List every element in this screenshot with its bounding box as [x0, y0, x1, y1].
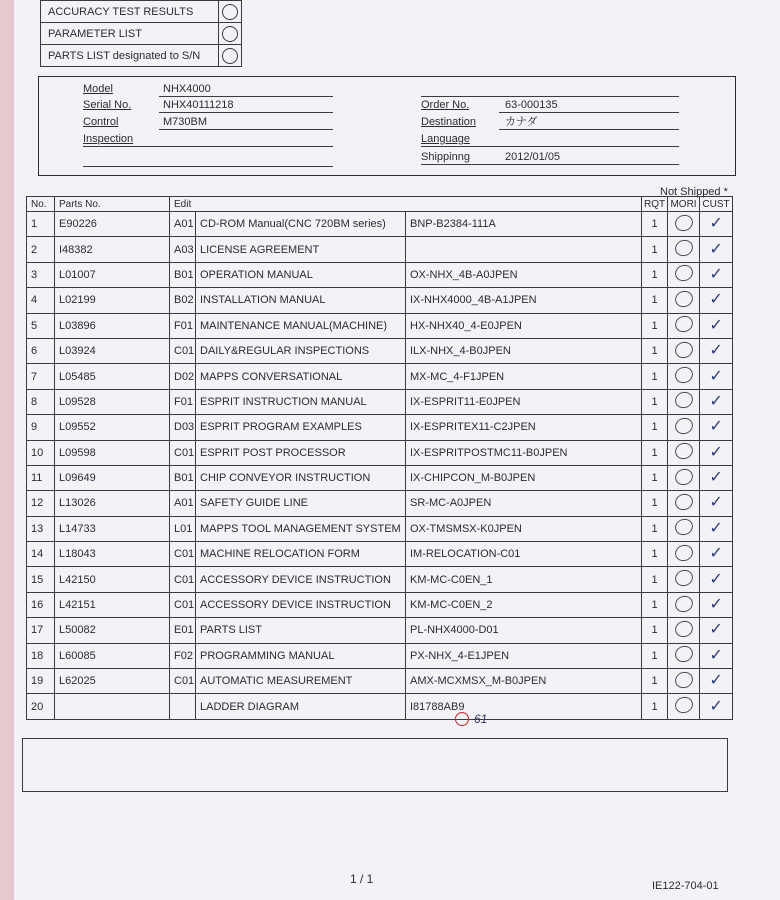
blank-field: [83, 151, 333, 167]
cell-doc-no: [406, 237, 642, 262]
circle-mark-icon: [672, 364, 694, 385]
cell-title: MAPPS CONVERSATIONAL: [196, 364, 406, 389]
cell-no: 17: [27, 618, 55, 643]
checkmark-icon: ✓: [709, 519, 723, 537]
cell-parts-no: L50082: [55, 618, 170, 643]
cell-rqt: 1: [642, 288, 668, 313]
cell-edit: B01: [170, 465, 196, 490]
language-field: [421, 131, 679, 147]
checkmark-icon: ✓: [709, 646, 723, 664]
cell-title: INSTALLATION MANUAL: [196, 288, 406, 313]
cell-doc-no: IX-ESPRIT11-E0JPEN: [406, 389, 642, 414]
cell-parts-no: L03924: [55, 338, 170, 363]
header-edit: Edit: [170, 197, 642, 212]
cell-parts-no: L62025: [55, 669, 170, 694]
cell-parts-no: L60085: [55, 643, 170, 668]
cell-parts-no: L18043: [55, 542, 170, 567]
cell-edit: C01: [170, 338, 196, 363]
cell-doc-no: IX-CHIPCON_M-B0JPEN: [406, 465, 642, 490]
red-stamp-icon: [455, 712, 469, 726]
cell-edit: B02: [170, 288, 196, 313]
cell-rqt: 1: [642, 516, 668, 541]
cell-no: 2: [27, 237, 55, 262]
cell-no: 6: [27, 338, 55, 363]
destination-label: Destination: [421, 116, 477, 128]
checkmark-icon: ✓: [709, 570, 723, 588]
checkmark-icon: ✓: [709, 596, 723, 614]
table-row: [27, 237, 733, 262]
blank-field-right: [421, 81, 679, 97]
checkmark-icon: ✓: [709, 215, 723, 233]
cell-no: 11: [27, 465, 55, 490]
header-parts-no: Parts No.: [55, 197, 170, 212]
cell-parts-no: L42150: [55, 567, 170, 592]
checkmark-icon: ✓: [709, 621, 723, 639]
cell-title: CHIP CONVEYOR INSTRUCTION: [196, 465, 406, 490]
checkmark-icon: ✓: [709, 469, 723, 487]
cell-title: DAILY&REGULAR INSPECTIONS: [196, 338, 406, 363]
cell-title: LADDER DIAGRAM: [196, 694, 406, 719]
checkmark-icon: ✓: [709, 316, 723, 334]
cell-title: CD-ROM Manual(CNC 720BM series): [196, 212, 406, 237]
cell-edit: C01: [170, 567, 196, 592]
order-field: [421, 97, 679, 113]
cell-rqt: 1: [642, 415, 668, 440]
cell-no: 15: [27, 567, 55, 592]
cell-title: ACCESSORY DEVICE INSTRUCTION: [196, 567, 406, 592]
circle-mark-icon: [672, 339, 694, 360]
cell-edit: B01: [170, 262, 196, 287]
circle-mark-icon: [672, 517, 694, 538]
table-row: [27, 389, 733, 414]
cell-edit: F01: [170, 389, 196, 414]
cell-doc-no: MX-MC_4-F1JPEN: [406, 364, 642, 389]
language-label: Language: [421, 133, 470, 145]
serial-field: [83, 97, 333, 113]
notes-box: [22, 738, 728, 792]
cell-edit: D02: [170, 364, 196, 389]
cell-edit: A01: [170, 212, 196, 237]
cell-doc-no: AMX-MCXMSX_M-B0JPEN: [406, 669, 642, 694]
cell-parts-no: [55, 694, 170, 719]
table-row: [27, 542, 733, 567]
cell-edit: C01: [170, 669, 196, 694]
checklist-label: PARAMETER LIST: [41, 23, 219, 45]
cell-rqt: 1: [642, 364, 668, 389]
table-row: [27, 338, 733, 363]
cell-edit: A03: [170, 237, 196, 262]
page-number: 1 / 1: [350, 872, 374, 886]
cell-doc-no: KM-MC-C0EN_2: [406, 592, 642, 617]
cell-no: 3: [27, 262, 55, 287]
checklist-row: [41, 1, 242, 23]
cell-parts-no: L42151: [55, 592, 170, 617]
table-row: [27, 288, 733, 313]
cell-no: 10: [27, 440, 55, 465]
header-cust: CUST: [700, 197, 733, 212]
model-value: NHX4000: [163, 83, 211, 95]
circle-mark-icon: [672, 644, 694, 665]
cell-no: 13: [27, 516, 55, 541]
order-value: 63-000135: [505, 99, 558, 111]
cell-rqt: 1: [642, 542, 668, 567]
circle-mark-icon: [672, 669, 694, 690]
cell-title: ESPRIT INSTRUCTION MANUAL: [196, 389, 406, 414]
cell-no: 7: [27, 364, 55, 389]
shipping-field: [421, 149, 679, 165]
cell-rqt: 1: [642, 440, 668, 465]
cell-no: 9: [27, 415, 55, 440]
control-field: [83, 114, 333, 130]
cell-edit: F02: [170, 643, 196, 668]
cell-no: 1: [27, 212, 55, 237]
cell-parts-no: L09528: [55, 389, 170, 414]
circle-mark-icon: [222, 26, 238, 42]
order-label: Order No.: [421, 99, 470, 111]
header-no: No.: [27, 197, 55, 212]
cell-title: MAPPS TOOL MANAGEMENT SYSTEM: [196, 516, 406, 541]
cell-edit: A01: [170, 491, 196, 516]
cell-doc-no: IX-NHX4000_4B-A1JPEN: [406, 288, 642, 313]
parts-table: [26, 196, 733, 720]
table-row: [27, 643, 733, 668]
cell-rqt: 1: [642, 237, 668, 262]
cell-edit: E01: [170, 618, 196, 643]
checkmark-icon: ✓: [709, 265, 723, 283]
checkmark-icon: ✓: [709, 367, 723, 385]
table-row: [27, 262, 733, 287]
cell-doc-no: SR-MC-A0JPEN: [406, 491, 642, 516]
circle-mark-icon: [672, 618, 694, 639]
circle-mark-icon: [672, 491, 694, 512]
checkmark-icon: ✓: [709, 291, 723, 309]
cell-no: 16: [27, 592, 55, 617]
table-row: [27, 516, 733, 541]
circle-mark-icon: [672, 288, 694, 309]
table-row: [27, 694, 733, 719]
circle-mark-icon: [672, 593, 694, 614]
model-label: Model: [83, 83, 113, 95]
circle-mark-icon: [672, 542, 694, 563]
cell-rqt: 1: [642, 338, 668, 363]
model-field: [83, 81, 333, 97]
cell-title: ACCESSORY DEVICE INSTRUCTION: [196, 592, 406, 617]
circle-mark-icon: [672, 314, 694, 335]
cell-title: OPERATION MANUAL: [196, 262, 406, 287]
cell-rqt: 1: [642, 618, 668, 643]
cell-parts-no: L14733: [55, 516, 170, 541]
cell-doc-no: PX-NHX_4-E1JPEN: [406, 643, 642, 668]
table-row: [27, 567, 733, 592]
cell-parts-no: E90226: [55, 212, 170, 237]
checkmark-icon: ✓: [709, 240, 723, 258]
cell-rqt: 1: [642, 669, 668, 694]
circle-mark-icon: [672, 390, 694, 411]
cell-doc-no: IM-RELOCATION-C01: [406, 542, 642, 567]
circle-mark-icon: [222, 4, 238, 20]
shipping-label: Shippinng: [421, 151, 470, 163]
checklist-row: [41, 23, 242, 45]
table-row: [27, 465, 733, 490]
form-id: IE122-704-01: [652, 880, 719, 892]
table-row: [27, 491, 733, 516]
header-mori: MORI: [668, 197, 700, 212]
checklist-label: ACCURACY TEST RESULTS: [41, 1, 219, 23]
checkmark-icon: ✓: [709, 494, 723, 512]
cell-no: 12: [27, 491, 55, 516]
cell-rqt: 1: [642, 262, 668, 287]
cell-no: 14: [27, 542, 55, 567]
cell-rqt: 1: [642, 389, 668, 414]
cell-no: 4: [27, 288, 55, 313]
cell-title: PROGRAMMING MANUAL: [196, 643, 406, 668]
cell-title: AUTOMATIC MEASUREMENT: [196, 669, 406, 694]
cell-title: MAINTENANCE MANUAL(MACHINE): [196, 313, 406, 338]
cell-title: LICENSE AGREEMENT: [196, 237, 406, 262]
handwritten-note: 61: [474, 712, 488, 726]
checkmark-icon: ✓: [709, 418, 723, 436]
circle-mark-icon: [672, 237, 694, 258]
cell-no: 20: [27, 694, 55, 719]
header-rqt: RQT: [642, 197, 668, 212]
cell-title: MACHINE RELOCATION FORM: [196, 542, 406, 567]
cell-no: 5: [27, 313, 55, 338]
page-edge: [0, 0, 14, 900]
cell-rqt: 1: [642, 313, 668, 338]
destination-field: [421, 114, 679, 130]
cell-no: 18: [27, 643, 55, 668]
circle-mark-icon: [672, 263, 694, 284]
serial-label: Serial No.: [83, 99, 132, 111]
cell-parts-no: L09649: [55, 465, 170, 490]
cell-no: 8: [27, 389, 55, 414]
cell-rqt: 1: [642, 592, 668, 617]
cell-no: 19: [27, 669, 55, 694]
cell-parts-no: L09552: [55, 415, 170, 440]
cell-edit: [170, 694, 196, 719]
cell-rqt: 1: [642, 567, 668, 592]
cell-rqt: 1: [642, 491, 668, 516]
cell-edit: C01: [170, 592, 196, 617]
circle-mark-icon: [222, 48, 238, 64]
cell-parts-no: L09598: [55, 440, 170, 465]
cell-doc-no: IX-ESPRITEX11-C2JPEN: [406, 415, 642, 440]
control-label: Control: [83, 116, 119, 128]
checkmark-icon: ✓: [709, 392, 723, 410]
cell-title: PARTS LIST: [196, 618, 406, 643]
table-row: [27, 313, 733, 338]
cell-doc-no: OX-TMSMSX-K0JPEN: [406, 516, 642, 541]
table-row: [27, 212, 733, 237]
cell-doc-no: BNP-B2384-111A: [406, 212, 642, 237]
cell-parts-no: L02199: [55, 288, 170, 313]
table-row: [27, 669, 733, 694]
table-row: [27, 618, 733, 643]
checkmark-icon: ✓: [709, 672, 723, 690]
cell-edit: D03: [170, 415, 196, 440]
cell-doc-no: PL-NHX4000-D01: [406, 618, 642, 643]
shipping-value: 2012/01/05: [505, 151, 561, 163]
cell-rqt: 1: [642, 643, 668, 668]
table-row: [27, 364, 733, 389]
document-checklist: [40, 0, 242, 67]
cell-doc-no: OX-NHX_4B-A0JPEN: [406, 262, 642, 287]
circle-mark-icon: [672, 695, 694, 716]
circle-mark-icon: [672, 212, 694, 233]
cell-parts-no: I48382: [55, 237, 170, 262]
circle-mark-icon: [672, 466, 694, 487]
checkmark-icon: ✓: [709, 697, 723, 715]
checkmark-icon: ✓: [709, 545, 723, 563]
cell-title: SAFETY GUIDE LINE: [196, 491, 406, 516]
cell-rqt: 1: [642, 465, 668, 490]
serial-value: NHX40111218: [163, 99, 234, 111]
cell-rqt: 1: [642, 694, 668, 719]
destination-value: カナダ: [505, 116, 538, 128]
cell-edit: L01: [170, 516, 196, 541]
inspection-label: Inspection: [83, 133, 134, 145]
cell-doc-no: IX-ESPRITPOSTMC11-B0JPEN: [406, 440, 642, 465]
cell-doc-no: KM-MC-C0EN_1: [406, 567, 642, 592]
checklist-row: [41, 45, 242, 67]
table-row: [27, 592, 733, 617]
circle-mark-icon: [672, 415, 694, 436]
cell-title: ESPRIT POST PROCESSOR: [196, 440, 406, 465]
table-row: [27, 440, 733, 465]
cell-doc-no: HX-NHX40_4-E0JPEN: [406, 313, 642, 338]
cell-edit: F01: [170, 313, 196, 338]
cell-edit: C01: [170, 542, 196, 567]
cell-parts-no: L03896: [55, 313, 170, 338]
checklist-label: PARTS LIST designated to S/N: [41, 45, 219, 67]
cell-doc-no: ILX-NHX_4-B0JPEN: [406, 338, 642, 363]
not-shipped-label: Not Shipped *: [660, 186, 728, 198]
control-value: M730BM: [163, 116, 208, 128]
cell-parts-no: L01007: [55, 262, 170, 287]
machine-info-box: [38, 76, 736, 176]
cell-edit: C01: [170, 440, 196, 465]
inspection-field: [83, 131, 333, 147]
cell-parts-no: L05485: [55, 364, 170, 389]
cell-rqt: 1: [642, 212, 668, 237]
checkmark-icon: ✓: [709, 443, 723, 461]
circle-mark-icon: [672, 568, 694, 589]
table-header-row: [27, 197, 733, 212]
cell-doc-no: I81788AB9: [406, 694, 642, 719]
cell-title: ESPRIT PROGRAM EXAMPLES: [196, 415, 406, 440]
checkmark-icon: ✓: [709, 342, 723, 360]
table-row: [27, 415, 733, 440]
circle-mark-icon: [672, 441, 694, 462]
cell-parts-no: L13026: [55, 491, 170, 516]
